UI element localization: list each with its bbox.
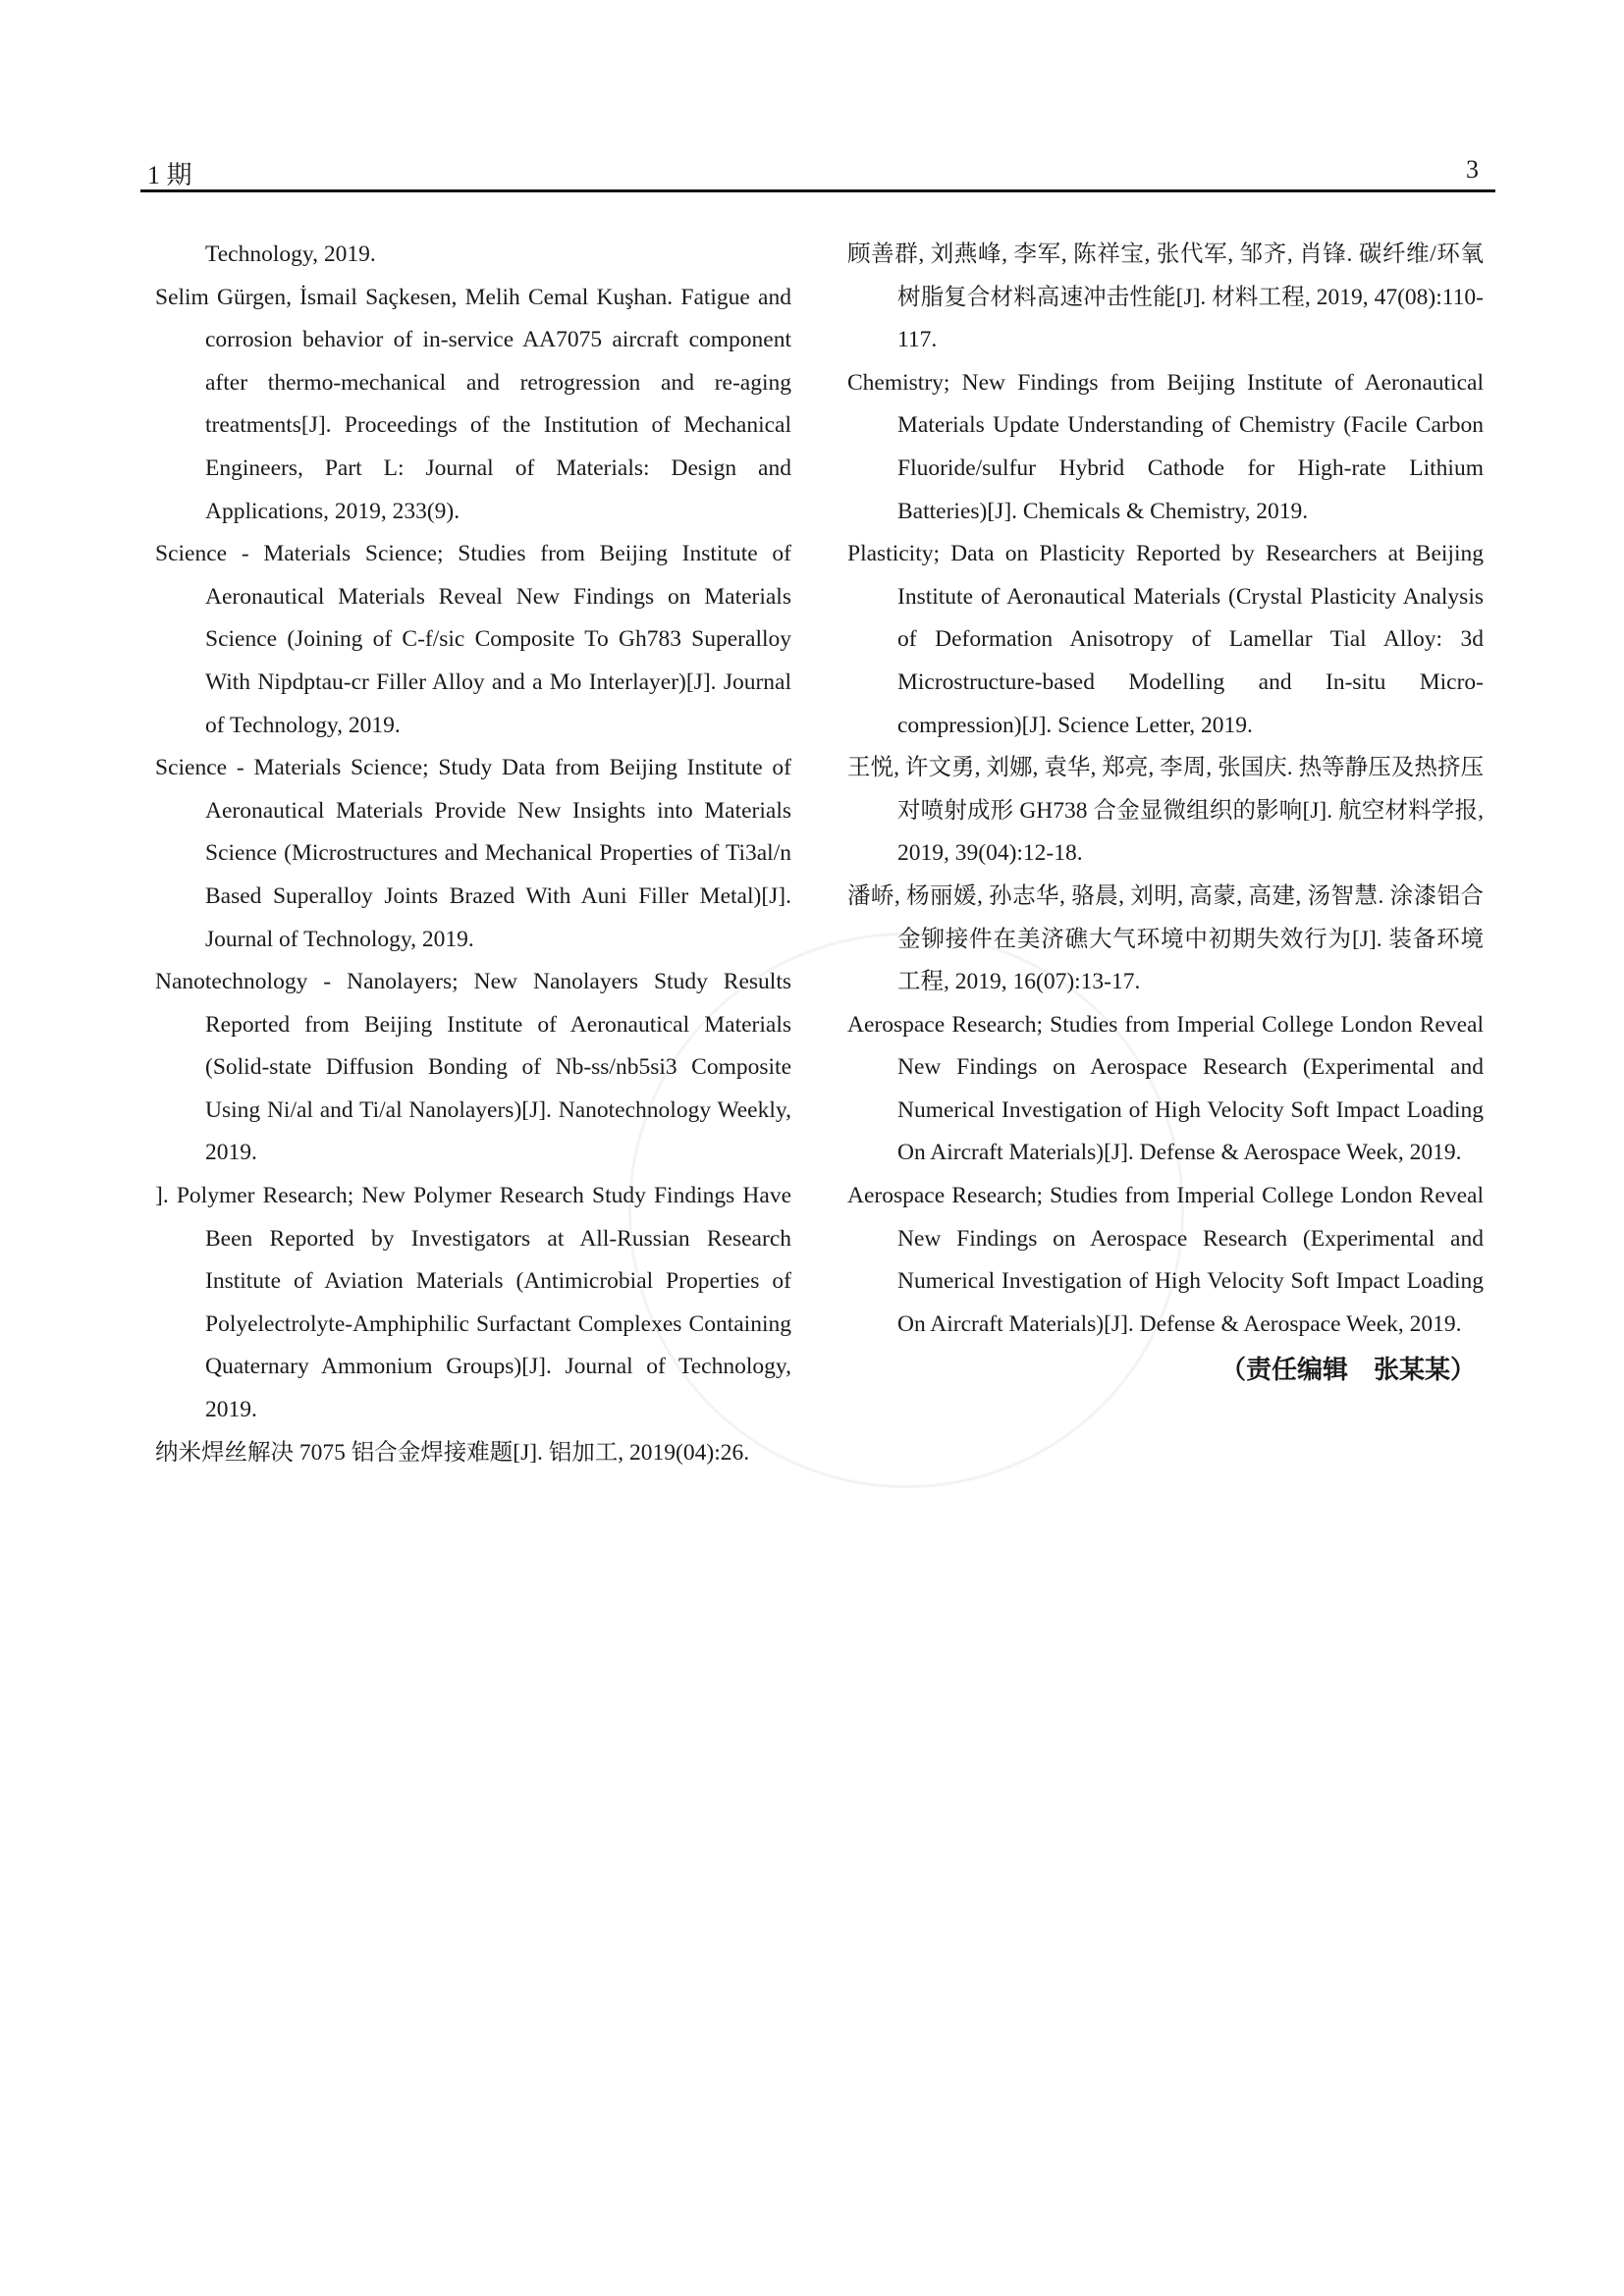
reference-entry: ]. Polymer Research; New Polymer Research Study Findings Have Been Reported by Investigators at All-Russian Research Institute of Aviation Materials (Antimicrobial Properties of Polyelectrolyte-Amphiphilic Surfactant Complexes Containing Quaternary Ammonium Groups)[J]. Journal of Technology, 2019. xyxy=(155,1183,791,1423)
reference-entry: Science - Materials Science; Study Data from Beijing Institute of Aeronautical Materials Provide New Insights into Materials Science (Microstructures and Mechanical Properties of Ti3al/n Based Superalloy Joints Brazed With Auni Filler Metal)[J]. Journal of Technology, 2019. xyxy=(155,755,791,952)
reference-column-left xyxy=(155,234,791,1474)
reference-entry: Technology, 2019. xyxy=(205,241,376,267)
reference-entry: Selim Gürgen, İsmail Saçkesen, Melih Cemal Kuşhan. Fatigue and corrosion behavior of in-service AA7075 aircraft component after thermo-mechanical and retrogression and re-aging treatments[J]. Proceedings of the Institution of Mechanical Engineers, Part L: Journal of Materials: Design and Applications, 2019, 233(9). xyxy=(155,284,791,524)
page-number: 3 xyxy=(1466,155,1479,184)
reference-entry: 潘峤, 杨丽媛, 孙志华, 骆晨, 刘明, 高蒙, 高建, 汤智慧. 涂漆铝合金铆接件在美济礁大气环境中初期失效行为[J]. 装备环境工程, 2019, 16(07):13-17. xyxy=(847,882,1484,995)
reference-entry: 王悦, 许文勇, 刘娜, 袁华, 郑亮, 李周, 张国庆. 热等静压及热挤压对喷射成形 GH738 合金显微组织的影响[J]. 航空材料学报, 2019, 39(04):12-18. xyxy=(847,755,1484,867)
editor-note: （责任编辑 张某某） xyxy=(1219,1356,1476,1385)
reference-entry: Aerospace Research; Studies from Imperial College London Reveal New Findings on Aerospace Research (Experimental and Numerical Investigation of High Velocity Soft Impact Loading On Aircraft Materials)[J]. Defense & Aerospace Week, 2019. xyxy=(847,1011,1484,1166)
reference-entry: Nanotechnology - Nanolayers; New Nanolayers Study Results Reported from Beijing Institute of Aeronautical Materials (Solid-state Diffusion Bonding of Nb-ss/nb5si3 Composite Using Ni/al and Ti/al Nanolayers)[J]. Nanotechnology Weekly, 2019. xyxy=(155,969,791,1166)
reference-entry: 顾善群, 刘燕峰, 李军, 陈祥宝, 张代军, 邹齐, 肖锋. 碳纤维/环氧树脂复合材料高速冲击性能[J]. 材料工程, 2019, 47(08):110-117. xyxy=(847,241,1484,353)
reference-column-right xyxy=(847,234,1484,1346)
reference-entry: 纳米焊丝解决 7075 铝合金焊接难题[J]. 铝加工, 2019(04):26. xyxy=(155,1439,750,1466)
reference-entry: Plasticity; Data on Plasticity Reported by Researchers at Beijing Institute of Aeronautical Materials (Crystal Plasticity Analysis of Deformation Anisotropy of Lamellar Tial Alloy: 3d Microstructure-based Modelling and In-situ Micro-compression)[J]. Science Letter, 2019. xyxy=(847,541,1484,738)
reference-entry: Chemistry; New Findings from Beijing Institute of Aeronautical Materials Update Understanding of Chemistry (Facile Carbon Fluoride/sulfur Hybrid Cathode for High-rate Lithium Batteries)[J]. Chemicals & Chemistry, 2019. xyxy=(847,369,1484,524)
header-rule xyxy=(140,189,1495,192)
issue-label: 1 期 xyxy=(147,161,192,189)
reference-entry: Science - Materials Science; Studies from Beijing Institute of Aeronautical Materials Reveal New Findings on Materials Science (Joining of C-f/sic Composite To Gh783 Superalloy With Nipdptau-cr Filler Alloy and a Mo Interlayer)[J]. Journal of Technology, 2019. xyxy=(155,541,791,738)
reference-entry: Aerospace Research; Studies from Imperial College London Reveal New Findings on Aerospace Research (Experimental and Numerical Investigation of High Velocity Soft Impact Loading On Aircraft Materials)[J]. Defense & Aerospace Week, 2019. xyxy=(847,1183,1484,1337)
